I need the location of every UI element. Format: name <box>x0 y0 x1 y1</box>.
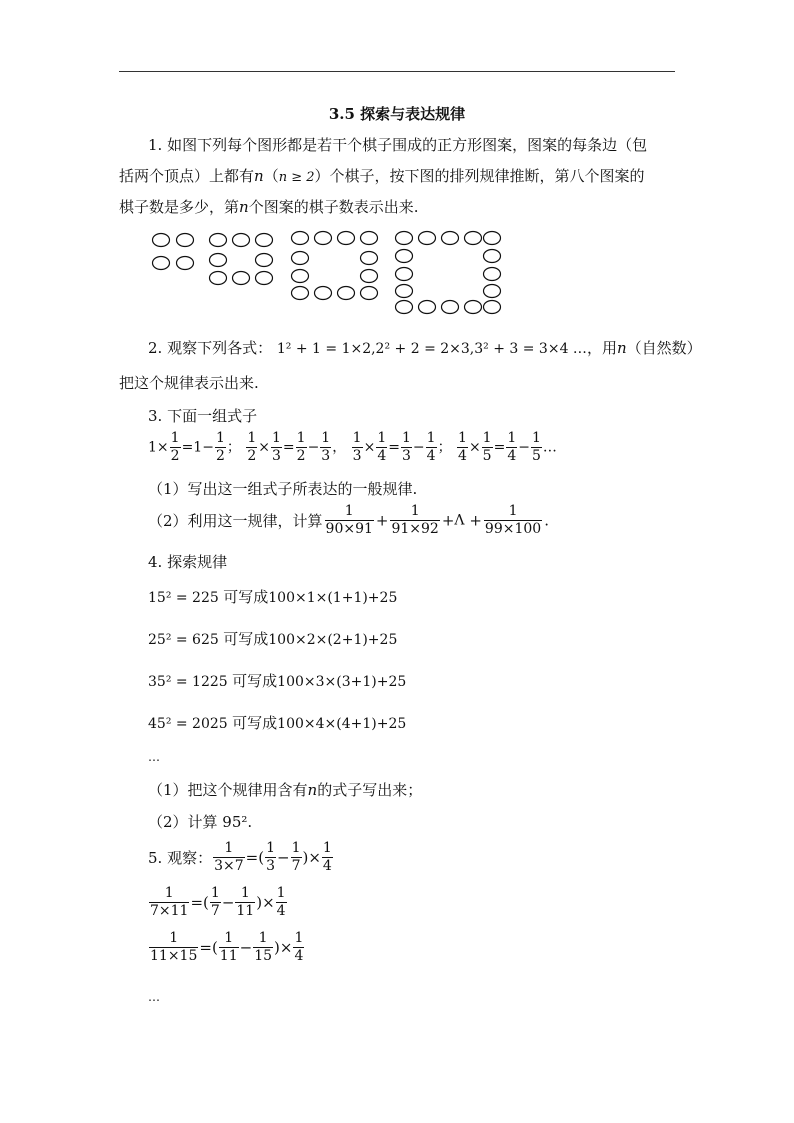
q4-row-1: 15² = 225 可写成100×1×(1+1)+25 <box>148 588 398 606</box>
q3-head: 3. 下面一组式子 <box>148 407 258 425</box>
pattern-3 <box>292 232 378 300</box>
q5-dots: … <box>148 990 160 1004</box>
page-title: 3.5 探索与表达规律 <box>328 105 466 123</box>
q4-head: 4. 探索规律 <box>148 553 228 571</box>
q4-dots: … <box>148 750 160 764</box>
q5-row-3: $\frac{1}{11\times 15}$ =( $\frac{1}{11}$ − $\frac{1}{15}$ )× $\frac{1}{4}$ <box>150 930 304 964</box>
q3-sub2: （2）利用这一规律，计算 $\frac{1}{90\times 91}$ + $\frac{1}{91\times 92}$ +Λ + $\frac{1}{99\times 100}$ . <box>148 503 549 537</box>
q4-row-3: 35² = 1225 可写成100×3×(3+1)+25 <box>148 672 407 690</box>
q5-head-row: 5. 观察： $\frac{1}{3\times 7}$ =( $\frac{1}{3}$ − $\frac{1}{7}$ )× $\frac{1}{4}$ <box>148 840 332 874</box>
q5-row-2: $\frac{1}{7\times 11}$ =( $\frac{1}{7}$ − $\frac{1}{11}$ )× $\frac{1}{4}$ <box>150 885 286 919</box>
pattern-4 <box>396 232 501 314</box>
q2-line2: 把这个规律表示出来. <box>119 374 259 392</box>
q3-equations: 1× $\frac{1}{2}$ =1− $\frac{1}{2}$ ； $\frac{1}{2}$ × $\frac{1}{3}$ = $\frac{1}{2}$ − $\frac{1}{3}$ ， $\frac{1}{3}$ × $\frac{1}{4}$ = $\frac{1}{3}$ − $\frac{1}{4}$ ； $\frac{1}{4}$ × $\frac{1}{5}$ = $\frac{1}{4}$ − $\frac{1}{5}$ … <box>148 430 557 464</box>
q3-sub1: （1）写出这一组式子所表达的一般规律. <box>148 480 418 498</box>
pattern-1 <box>153 234 194 270</box>
q1-line2: 括两个顶点）上都有n（n ≥ 2）个棋子，按下图的排列规律推断，第八个图案的 <box>119 167 645 185</box>
q4-row-2: 25² = 625 可写成100×2×(2+1)+25 <box>148 630 398 648</box>
chess-pattern-figure <box>148 228 508 318</box>
q4-row-4: 45² = 2025 可写成100×4×(4+1)+25 <box>148 714 407 732</box>
q4-sub1: （1）把这个规律用含有n的式子写出来； <box>148 781 423 799</box>
q1-line3: 棋子数是多少，第n个图案的棋子数表示出来. <box>119 198 419 216</box>
top-rule <box>119 71 675 72</box>
q4-sub2: （2）计算 95². <box>148 813 253 831</box>
pattern-2 <box>210 234 273 285</box>
q2-line1: 2. 观察下列各式： 1² + 1 = 1×2,2² + 2 = 2×3,3² + 3 = 3×4 …，用n（自然数） <box>148 339 702 357</box>
q1-line1: 1. 如图下列每个图形都是若干个棋子围成的正方形图案，图案的每条边（包 <box>148 136 648 154</box>
